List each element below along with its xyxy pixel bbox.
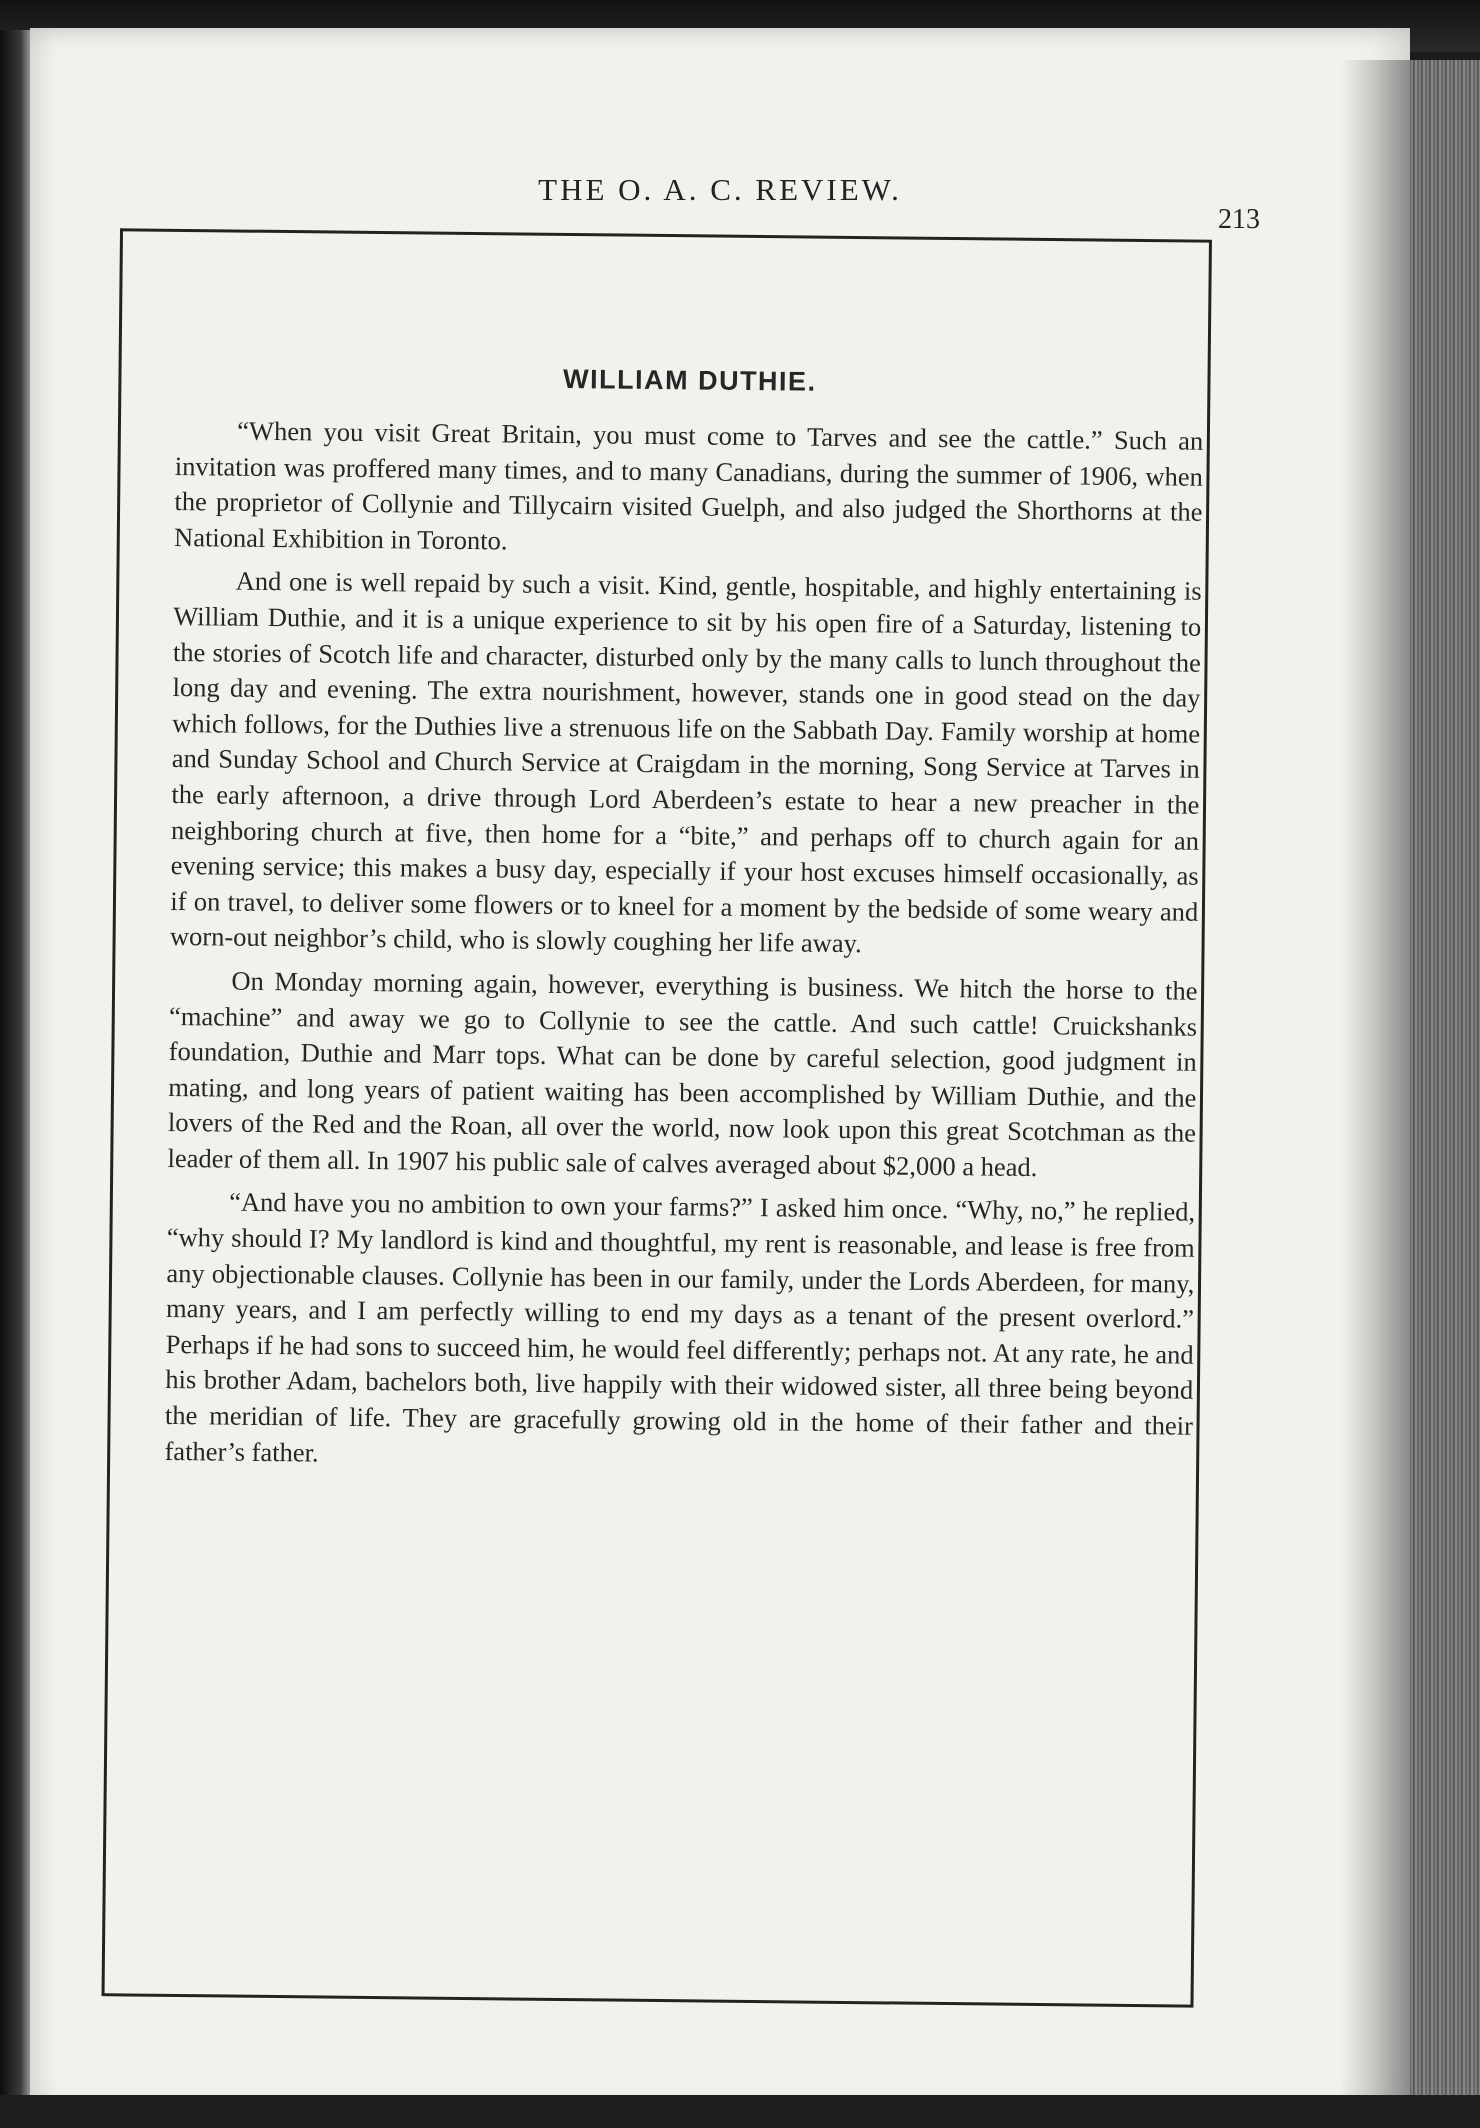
scan-bottom-border <box>0 2095 1480 2128</box>
page-number: 213 <box>1218 204 1260 235</box>
book-gutter-left <box>0 30 34 2128</box>
book-page-edges <box>1410 60 1480 2128</box>
paragraph-2: And one is well repaid by such a visit. Kind, gentle, hospitable, and highly entertaining is William Duthie, and it is a unique experience to sit by his open fire of a Saturday, listening to the stories of Scotch life and character, disturbed only by the many calls to lunch throughout the long day and evening. The extra nourishment, however, stands one in good stead on the day which follows, for the Duthies live a strenuous life on the Sabbath Day. Family worship at home and Sunday School and Church Service at Craigdam in the morning, Song Service at Tarves in the early afternoon, a drive through Lord Aberdeen’s estate to hear a new preacher in the neighboring church at five, then home for a “bite,” and perhaps off to church again for an evening service; this makes a busy day, especially if your host excuses himself occasionally, as if on travel, to deliver some flowers or to kneel for a moment by the bedside of some weary and worn-out neighbor’s child, who is slowly coughing her life away. <box>169 566 1202 959</box>
running-head: THE O. A. C. REVIEW. <box>538 172 902 207</box>
paragraph-1: “When you visit Great Britain, you must come to Tarves and see the cattle.” Such an invitation was proffered many times, and to many Canadians, during the summer of 1906, when the proprietor of Collynie and Tillycairn visited Guelph, and also judged the Shorthorns at the National Exhibition in Toronto. <box>173 415 1204 556</box>
paragraph-3: On Monday morning again, however, everything is business. We hitch the horse to the “machine” and away we go to Collynie to see the cattle. And such cattle! Cruickshanks foundation, Duthie and Marr tops. What can be done by careful selection, good judgment in mating, and long years of patient waiting has been accomplished by William Duthie, and the lovers of the Red and the Roan, all over the world, now look upon this great Scotchman as the leader of them all. In 1907 his public sale of calves averaged about $2,000 a head. <box>167 965 1198 1182</box>
page-curve-shadow <box>1340 60 1410 2128</box>
article-body <box>164 360 1204 1488</box>
article-title: WILLIAM DUTHIE. <box>562 364 817 397</box>
paragraph-4: “And have you no ambition to own your farms?” I asked him once. “Why, no,” he replied, “why should I? My landlord is kind and thoughtful, my rent is reasonable, and lease is free from any objectionable clauses. Collynie has been in our family, under the Lords Aberdeen, for many, many years, and I am perfectly willing to end my days as a tenant of the present overlord.” Perhaps if he had sons to succeed him, he would feel differently; perhaps not. At any rate, he and his brother Adam, bachelors both, live happily with their widowed sister, all three being beyond the meridian of life. They are gracefully growing old in the home of their father and their father’s father. <box>164 1187 1196 1468</box>
